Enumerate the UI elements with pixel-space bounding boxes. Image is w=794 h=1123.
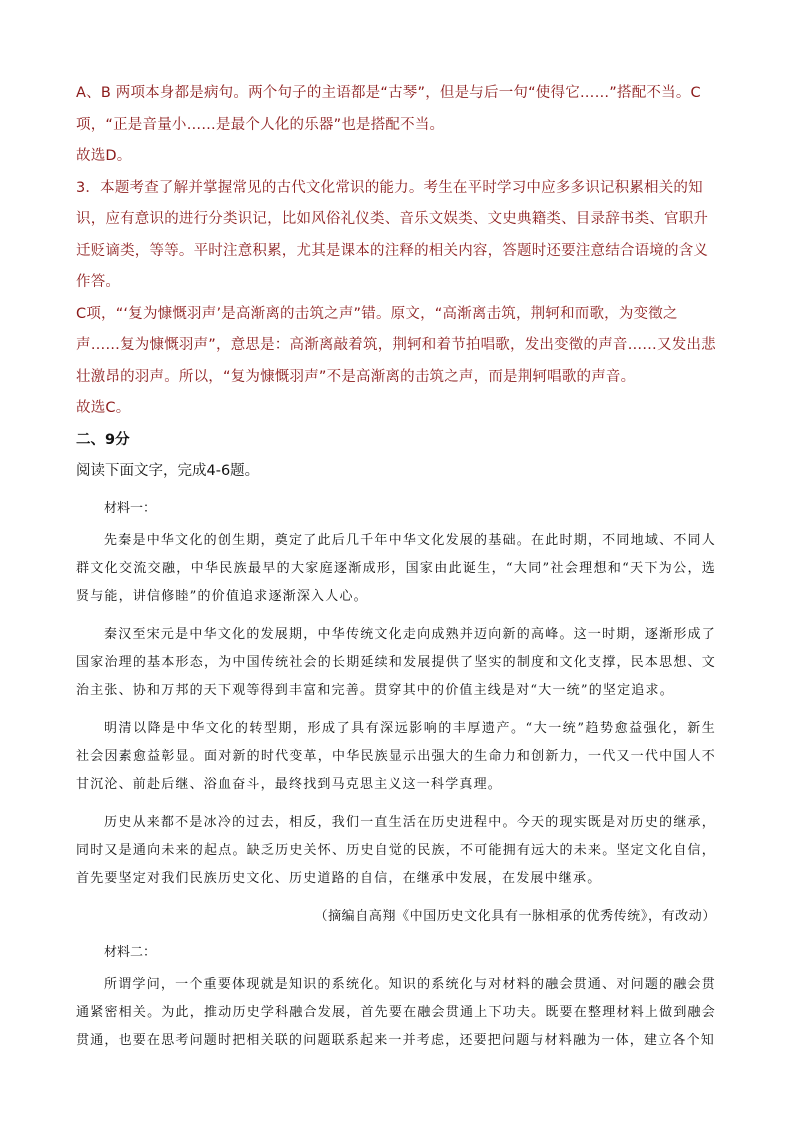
answer-choice-d: 故选D。 [76, 148, 132, 164]
material-one-title: 材料一： [104, 500, 157, 516]
answer-paragraph-q3: 3．本题考查了解并掌握常见的古代文化常识的能力。考生在平时学习中应多多识记积累相关的知识，应有意识的进行分类识记，比如风俗礼仪类、音乐文娱类、文史典籍类、目录辞书类、官职升迁贬谪类，等等。平时注意积累，尤其是课本的注释的相关内容，答题时还要注意结合语境的含义作答。 [76, 179, 709, 290]
material-one-paragraph: 明清以降是中华文化的转型期，形成了具有深远影响的丰厚遗产。“大一统”趋势愈益强化，新生社会因素愈益彰显。面对新的时代变革，中华民族显示出强大的生命力和创新力，一代又一代中国人不甘沉沦、前赴后继、浴血奋斗，最终找到马克思主义这一科学真理。 [76, 720, 716, 792]
answer-choice-c: 故选C。 [76, 400, 131, 416]
answer-paragraph-c: C项，“‘复为慷慨羽声’是高渐离的击筑之声”错。原文，“高渐离击筑，荆轲和而歌，为变徵之声……复为慷慨羽声”，意思是：高渐离敲着筑，荆轲和着节拍唱歌，发出变徵的声音……又发出悲壮激昂的羽声。所以，“复为慷慨羽声”不是高渐离的击筑之声，而是荆轲唱歌的声音。 [76, 305, 716, 385]
section-instruction: 阅读下面文字，完成4-6题。 [76, 462, 260, 479]
material-one-paragraph: 先秦是中华文化的创生期，奠定了此后几千年中华文化发展的基础。在此时期，不同地域、不同人群文化交流交融，中华民族最早的大家庭逐渐成形，国家由此诞生，“大同”社会理想和“天下为公，选贤与能，讲信修睦”的价值追求逐渐深入人心。 [76, 532, 716, 604]
section-heading: 二、9分 [76, 431, 130, 448]
answer-paragraph-ab: A、B 两项本身都是病句。两个句子的主语都是“古琴”，但是与后一句“使得它……”搭配不当。C项，“正是音量小……是最个人化的乐器”也是搭配不当。 [76, 85, 701, 133]
document-page [76, 78, 716, 1065]
material-one-paragraph: 历史从来都不是冰冷的过去，相反，我们一直生活在历史进程中。今天的现实既是对历史的继承，同时又是通向未来的起点。缺乏历史关怀、历史自觉的民族，不可能拥有远大的未来。坚定文化自信，首先要坚定对我们民族历史文化、历史道路的自信，在继承中发展，在发展中继承。 [76, 814, 716, 886]
material-two-paragraph: 所谓学问，一个重要体现就是知识的系统化。知识的系统化与对材料的融会贯通、对问题的融会贯通紧密相关。为此，推动历史学科融合发展，首先要在融会贯通上下功夫。既要在整理材料上做到融会贯通，也要在思考问题时把相关联的问题联系起来一并考虑，还要把问题与材料融为一体，建立各个知 [76, 976, 716, 1048]
material-one-paragraph: 秦汉至宋元是中华文化的发展期，中华传统文化走向成熟并迈向新的高峰。这一时期，逐渐形成了国家治理的基本形态，为中国传统社会的长期延续和发展提供了坚实的制度和文化支撑，民本思想、文治主张、协和万邦的天下观等得到丰富和完善。贯穿其中的价值主线是对“大一统”的坚定追求。 [76, 626, 716, 698]
material-two-title: 材料二： [104, 944, 157, 960]
material-one-source: （摘编自高翔《中国历史文化具有一脉相承的优秀传统》，有改动） [314, 908, 716, 924]
